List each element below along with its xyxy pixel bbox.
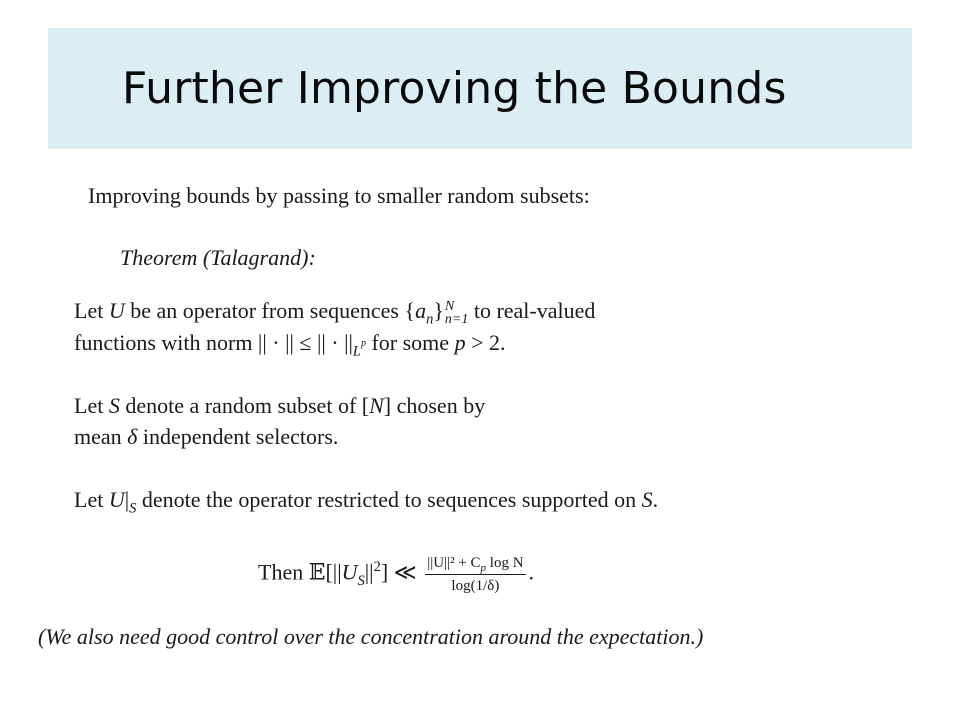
fraction xyxy=(425,553,525,596)
sub: n xyxy=(426,311,434,328)
text: functions with norm || · || ≤ || · || xyxy=(74,330,353,355)
var-a: a xyxy=(415,298,427,323)
sub: L xyxy=(352,343,361,360)
var-U: U xyxy=(108,298,125,323)
sub: p xyxy=(480,562,487,574)
para2-line2 xyxy=(74,422,338,452)
text: for some xyxy=(365,330,455,355)
text: denote a random subset of [ xyxy=(119,393,370,418)
para3-line xyxy=(74,485,658,515)
text: ] ≪ xyxy=(380,559,423,585)
text: ] chosen by xyxy=(383,393,486,418)
sub: S xyxy=(129,500,137,517)
expectation-symbol: 𝔼 xyxy=(308,560,326,586)
text: mean xyxy=(74,424,128,449)
para1-line1 xyxy=(74,296,595,326)
text: independent selectors. xyxy=(137,424,339,449)
text: . xyxy=(652,487,659,512)
text: } xyxy=(433,298,444,323)
var-S: S xyxy=(108,393,120,418)
sup: 2 xyxy=(373,559,381,576)
text: > 2. xyxy=(465,330,506,355)
text: Then xyxy=(258,559,309,585)
text: ||U||² + C xyxy=(427,555,481,571)
sub: S xyxy=(357,572,365,589)
title-banner xyxy=(48,28,912,149)
text: . xyxy=(528,559,535,585)
text: Let xyxy=(74,487,109,512)
sub: n=1 xyxy=(444,311,469,327)
text: Let xyxy=(74,298,109,323)
formula xyxy=(258,553,534,596)
text: log N xyxy=(486,555,524,571)
slide-title: Further Improving the Bounds xyxy=(122,63,787,114)
var-N: N xyxy=(369,393,384,418)
sup: N xyxy=(444,298,455,314)
sup: p xyxy=(360,337,366,349)
var-p: p xyxy=(454,330,466,355)
text: denote the operator restricted to sequences supported on xyxy=(136,487,642,512)
fraction-numerator xyxy=(425,553,525,575)
footnote: (We also need good control over the concentration around the expectation.) xyxy=(38,624,704,649)
var-U: U xyxy=(341,559,358,585)
var-delta: δ xyxy=(127,424,138,449)
text: be an operator from sequences { xyxy=(124,298,416,323)
var-U: U xyxy=(108,487,125,512)
intro-text: Improving bounds by passing to smaller random subsets: xyxy=(88,183,590,208)
text: || xyxy=(364,559,374,585)
para2-line1 xyxy=(74,391,485,421)
text: | xyxy=(124,487,130,512)
text: Let xyxy=(74,393,109,418)
fraction-denominator: log(1/δ) xyxy=(451,578,500,594)
index-limits xyxy=(445,300,468,326)
para1-line2 xyxy=(74,328,505,358)
text: [|| xyxy=(325,559,342,585)
var-S: S xyxy=(641,487,653,512)
text: to real-valued xyxy=(468,298,596,323)
theorem-label: Theorem (Talagrand): xyxy=(120,245,316,270)
